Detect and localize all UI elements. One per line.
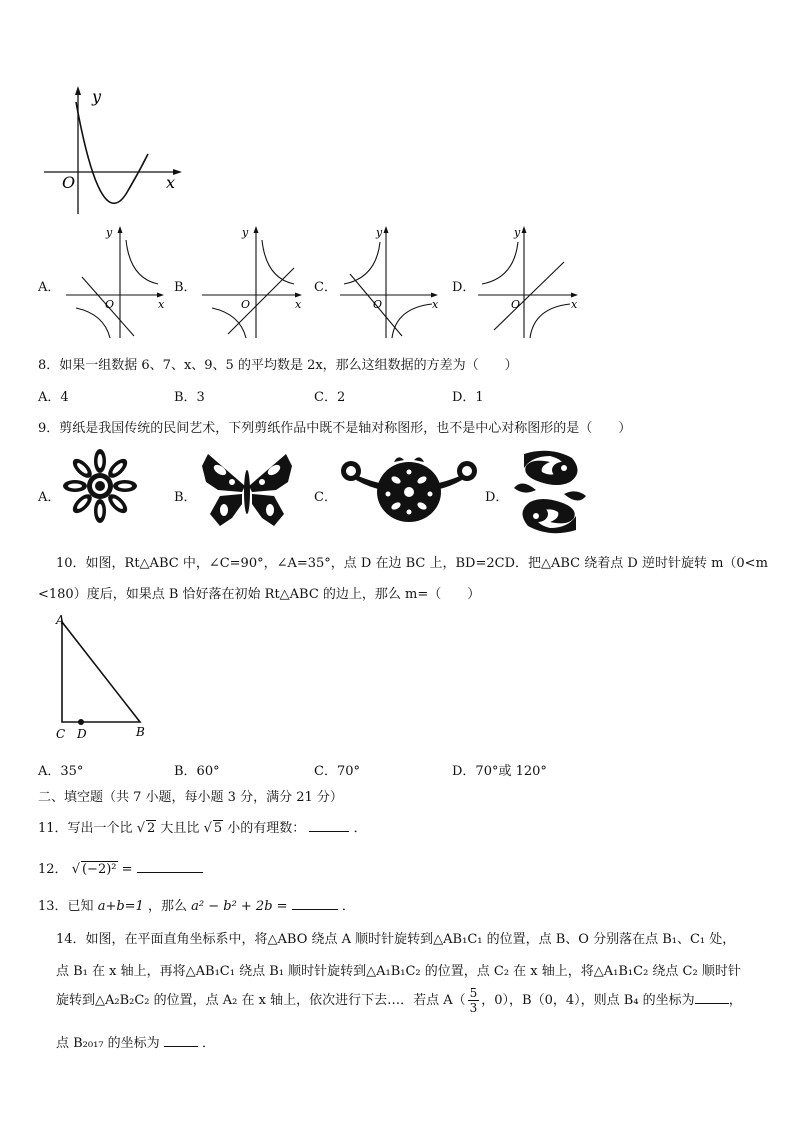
q7-option-c-letter: C．: [314, 280, 337, 295]
q7-option-b-letter: B．: [174, 280, 197, 295]
q7-main-graph: [40, 84, 190, 219]
q14-line3-a: 旋转到△A₂B₂C₂ 的位置，点 A₂ 在 x 轴上，依次进行下去…．若点 A（: [56, 993, 466, 1008]
q10-option-b: B．60°: [174, 764, 220, 779]
q7-c-y-label: y: [376, 226, 383, 239]
q9-papercut-b-image: [198, 452, 296, 528]
q12-prefix: 12．: [38, 862, 68, 877]
q12-radicand: (−2)²: [81, 862, 117, 877]
q11-mid: 大且比: [160, 821, 200, 836]
q13-expression: a² − b² + 2b: [191, 899, 273, 914]
q11-line: [38, 817, 367, 836]
q11-radicand-2: 5: [213, 821, 223, 836]
q9-option-b-letter: B．: [174, 490, 197, 505]
q7-a-origin-label: O: [105, 298, 115, 311]
q7-a-x-label: x: [158, 298, 165, 311]
q8-stem: 8．如果一组数据 6、7、x、9、5 的平均数是 2x，那么这组数据的方差为（ ）: [38, 358, 518, 373]
q7-main-origin-label: O: [62, 173, 76, 192]
q13-prefix: 13．已知: [38, 899, 94, 914]
q12-eq: =: [121, 862, 133, 877]
q7-option-a-graph: [62, 222, 172, 340]
q11-radicand-1: 2: [146, 821, 156, 836]
q14-line4-end: ．: [201, 1036, 215, 1051]
q7-d-x-label: x: [571, 298, 578, 311]
q7-b-x-label: x: [295, 298, 302, 311]
q9-option-d-letter: D．: [485, 490, 509, 505]
q13-answer-blank[interactable]: [292, 909, 338, 910]
q10-label-b: B: [136, 725, 145, 739]
q14-frac-num: 5: [469, 986, 478, 1000]
q8-option-b: B．3: [174, 390, 205, 405]
sqrt-5: √ 5: [203, 821, 223, 836]
q10-label-c: C: [56, 727, 66, 741]
q7-b-y-label: y: [242, 226, 249, 239]
q9-papercut-c-image: [338, 454, 482, 530]
q7-b-origin-label: O: [241, 298, 251, 311]
q9-papercut-a-image: [62, 448, 138, 524]
q13-condition: a+b=1: [97, 899, 144, 914]
q7-option-b-graph: [198, 222, 310, 340]
q14-line2: 点 B₁ 在 x 轴上，再将△AB₁C₁ 绕点 B₁ 顺时针旋转到△A₁B₁C₂ 的位置，点 C₂ 在 x 轴上，将△A₁B₁C₂ 绕点 C₂ 顺时针: [56, 964, 741, 979]
q13-mid: ，那么: [147, 899, 187, 914]
q8-option-d: D．1: [452, 390, 484, 405]
q7-c-x-label: x: [432, 298, 439, 311]
q13-end: ．: [341, 899, 355, 914]
section2-title: 二、填空题（共 7 小题，每小题 3 分，满分 21 分）: [38, 790, 343, 805]
q11-prefix: 11．写出一个比: [38, 821, 133, 836]
q12-answer-blank[interactable]: [137, 872, 203, 873]
q7-main-x-label: x: [166, 173, 176, 192]
q14-line3-end: ，: [728, 993, 742, 1008]
q12-sqrt: √ (−2)²: [71, 862, 117, 877]
q14-line1: 14．如图，在平面直角坐标系中，将△ABO 绕点 A 顺时针旋转到△AB₁C₁ 的位置，点 B、O 分别落在点 B₁、C₁ 处，: [56, 932, 736, 947]
q12-line: [38, 858, 203, 877]
q7-option-a-letter: A．: [38, 280, 61, 295]
q10-label-d: D: [77, 727, 87, 741]
q10-stem-line1: 10．如图，Rt△ABC 中，∠C=90°，∠A=35°，点 D 在边 BC 上，BD=2CD．把△ABC 绕着点 D 逆时针旋转 m（0<m: [56, 556, 768, 571]
q11-suffix: 小的有理数：: [227, 821, 306, 836]
q14-frac-den: 3: [469, 1001, 478, 1015]
q10-label-a: A: [56, 613, 65, 627]
q7-a-y-label: y: [106, 226, 113, 239]
q7-d-origin-label: O: [511, 298, 521, 311]
q7-option-c-graph: [336, 222, 446, 340]
q10-option-a: A．35°: [38, 764, 84, 779]
q7-main-y-label: y: [92, 87, 102, 106]
q10-stem-line2: <180）度后，如果点 B 恰好落在初始 Rt△ABC 的边上，那么 m=（ ）: [38, 587, 481, 602]
q14-answer-blank-2[interactable]: [164, 1046, 198, 1047]
q9-stem: 9．剪纸是我国传统的民间艺术，下列剪纸作品中既不是轴对称图形，也不是中心对称图形的是（ ）: [38, 421, 632, 436]
q14-answer-blank-1[interactable]: [695, 1003, 729, 1004]
q14-line4: [56, 1032, 215, 1051]
sqrt-2: √ 2: [136, 821, 156, 836]
q10-option-c: C．70°: [314, 764, 360, 779]
q7-d-y-label: y: [514, 226, 521, 239]
q14-line3: [56, 986, 742, 1016]
q7-c-origin-label: O: [373, 298, 383, 311]
q8-option-c: C．2: [314, 390, 346, 405]
q11-answer-blank[interactable]: [309, 831, 349, 832]
q10-option-d: D．70°或 120°: [452, 764, 547, 779]
q9-option-a-letter: A．: [38, 490, 61, 505]
q8-option-a: A．4: [38, 390, 69, 405]
q11-end: ．: [353, 821, 367, 836]
q14-fraction: [468, 986, 480, 1015]
q7-option-d-letter: D．: [452, 280, 476, 295]
q14-line4-a: 点 B₂₀₁₇ 的坐标为: [56, 1036, 160, 1051]
q7-option-d-graph: [474, 222, 586, 340]
q10-triangle-figure: [52, 610, 152, 742]
q9-option-c-letter: C．: [314, 490, 337, 505]
q13-line: [38, 895, 355, 914]
q14-line3-b: ，0），B（0，4），则点 B₄ 的坐标为: [481, 993, 695, 1008]
q13-eq: =: [276, 899, 288, 914]
q9-papercut-d-image: [510, 448, 590, 536]
